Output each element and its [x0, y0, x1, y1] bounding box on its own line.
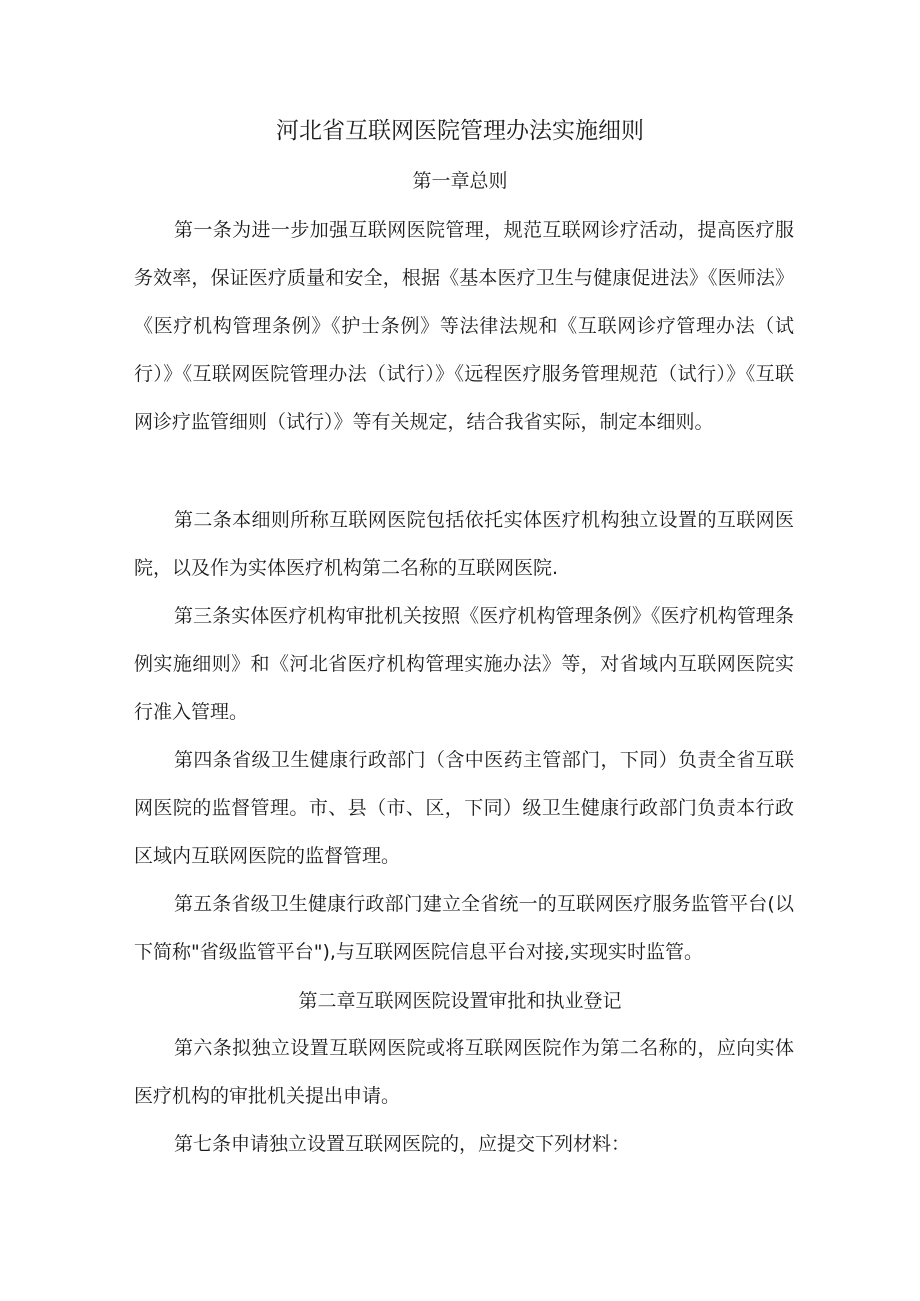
chapter-2-heading: 第二章互联网医院设置审批和执业登记 [298, 990, 622, 1012]
article-4: 第四条省级卫生健康行政部门（含中医药主管部门，下同）负责全省互联网医院的监督管理。市、县（市、区，下同）级卫生健康行政部门负责本行政区域内互联网医院的监督管理。 [134, 749, 794, 867]
article-7: 第七条申请独立设置互联网医院的，应提交下列材料： [174, 1133, 631, 1155]
document-title: 河北省互联网医院管理办法实施细则 [276, 118, 644, 144]
chapter-1-heading: 第一章总则 [412, 170, 508, 192]
article-6: 第六条拟独立设置互联网医院或将互联网医院作为第二名称的，应向实体医疗机构的审批机关提出申请。 [134, 1037, 794, 1107]
article-2: 第二条本细则所称互联网医院包括依托实体医疗机构独立设置的互联网医院，以及作为实体医疗机构第二名称的互联网医院. [134, 509, 794, 579]
article-1: 第一条为进一步加强互联网医院管理，规范互联网诊疗活动，提高医疗服务效率，保证医疗质量和安全，根据《基本医疗卫生与健康促进法》《医师法》《医疗机构管理条例》《护士条例》等法律法规和《互联网诊疗管理办法（试行）》《互联网医院管理办法（试行）》《远程医疗服务管理规范（试行）》《互联网诊疗监管细则（试行）》等有关规定，结合我省实际，制定本细则。 [134, 219, 794, 433]
article-3: 第三条实体医疗机构审批机关按照《医疗机构管理条例》《医疗机构管理条例实施细则》和《河北省医疗机构管理实施办法》等，对省域内互联网医院实行准入管理。 [134, 605, 794, 723]
article-5: 第五条省级卫生健康行政部门建立全省统一的互联网医疗服务监管平台(以下简称"省级监管平台"),与互联网医院信息平台对接,实现实时监管。 [134, 893, 794, 963]
